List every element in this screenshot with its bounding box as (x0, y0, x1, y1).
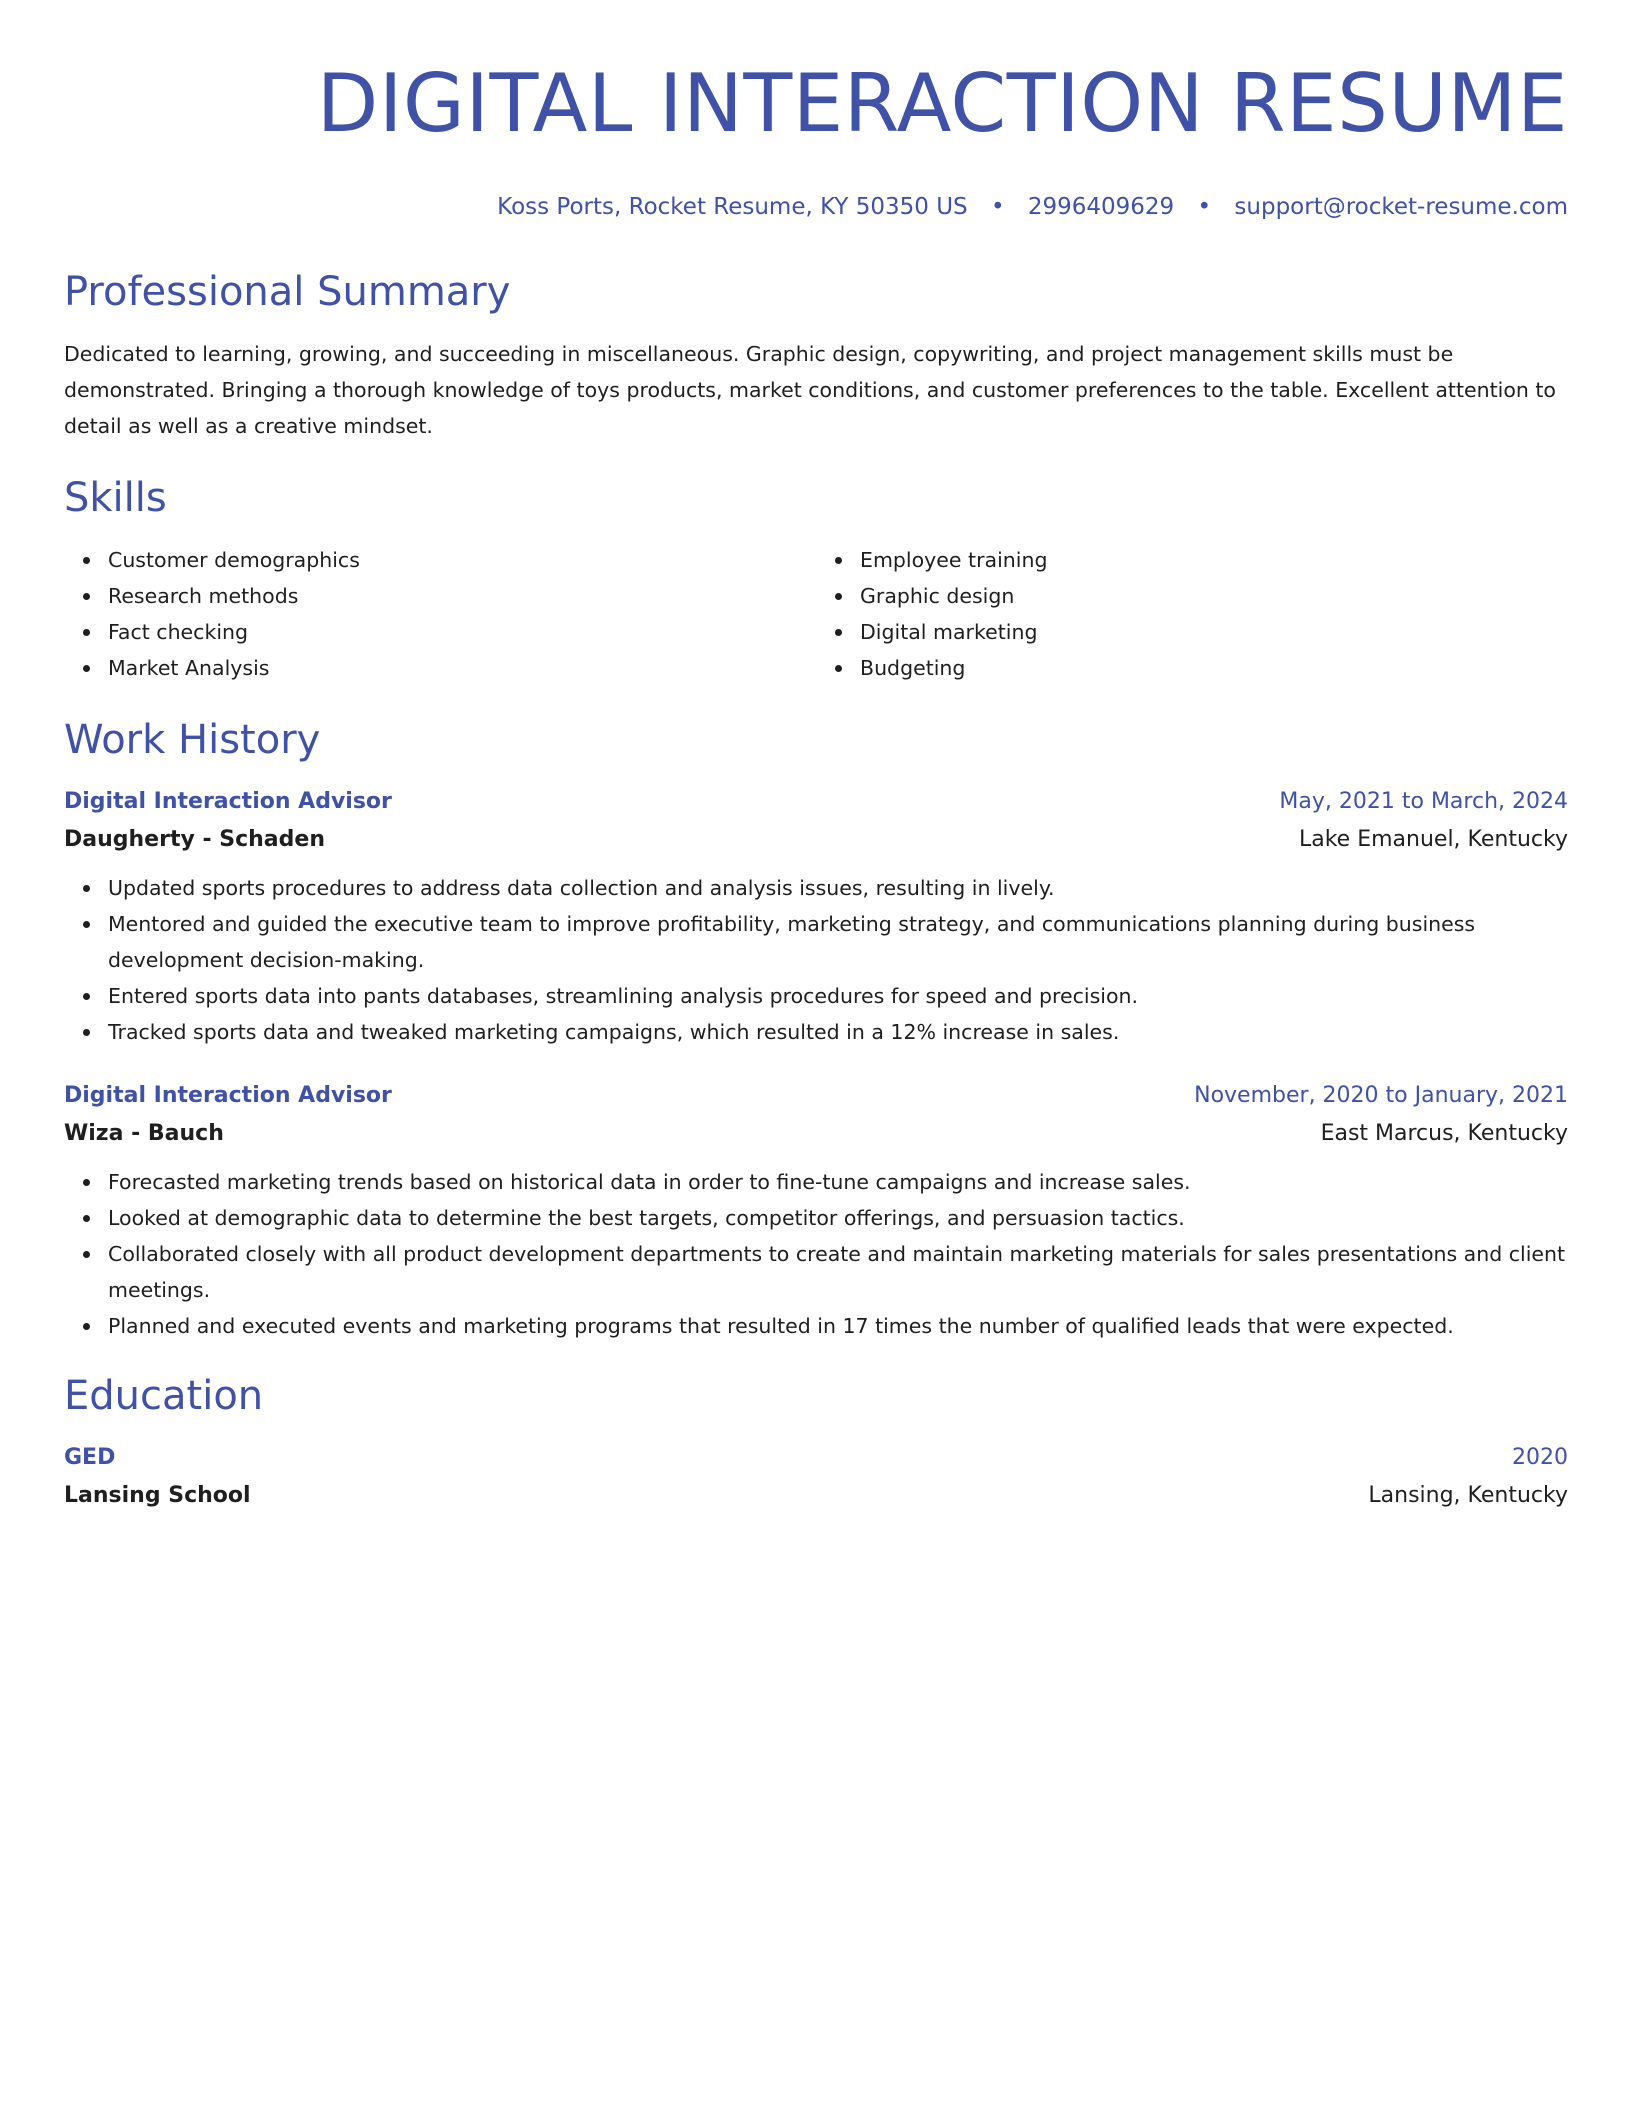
job-bullet: Tracked sports data and tweaked marketing campaigns, which resulted in a 12% increase in sales. (108, 1014, 1568, 1050)
skill-item: Customer demographics (108, 542, 816, 578)
education-header-row (64, 1440, 1568, 1476)
skills-grid (64, 542, 1568, 686)
education-entry (64, 1440, 1568, 1516)
skills-heading: Skills (64, 475, 167, 521)
professional-summary-heading: Professional Summary (64, 269, 511, 315)
job-bullets (64, 1164, 1568, 1344)
resume-title: DIGITAL INTERACTION RESUME (316, 57, 1568, 150)
skills-section (64, 474, 1568, 686)
job-bullet: Updated sports procedures to address data collection and analysis issues, resulting in lively. (108, 870, 1568, 906)
education-year: 2020 (1512, 1445, 1568, 1470)
skill-item: Budgeting (860, 650, 1568, 686)
contact-address: Koss Ports, Rocket Resume, KY 50350 US (497, 194, 968, 220)
contact-separator: • (1197, 194, 1212, 220)
job-entry (64, 784, 1568, 1050)
job-title: Digital Interaction Advisor (64, 789, 392, 814)
skill-item: Graphic design (860, 578, 1568, 614)
job-employer: Wiza - Bauch (64, 1121, 224, 1146)
resume-header (64, 56, 1568, 222)
job-dates: May, 2021 to March, 2024 (1279, 789, 1568, 814)
job-bullets (64, 870, 1568, 1050)
skill-item: Research methods (108, 578, 816, 614)
job-header-row (64, 784, 1568, 820)
education-school-row (64, 1476, 1568, 1516)
skill-item: Fact checking (108, 614, 816, 650)
job-location: Lake Emanuel, Kentucky (1298, 827, 1568, 852)
job-bullet: Collaborated closely with all product development departments to create and maintain marketing materials for sales presentations and client meetings. (108, 1236, 1568, 1308)
job-bullet: Mentored and guided the executive team to improve profitability, marketing strategy, and communications planning during business development decision-making. (108, 906, 1568, 978)
contact-phone: 2996409629 (1027, 194, 1175, 220)
professional-summary-text: Dedicated to learning, growing, and succeeding in miscellaneous. Graphic design, copywriting, and project management skills must be demonstrated. Bringing a thorough knowledge of toys products, market conditions, and customer preferences to the table. Excellent attention to detail as well as a creative mindset. (64, 342, 1556, 438)
job-dates: November, 2020 to January, 2021 (1194, 1083, 1568, 1108)
education-location: Lansing, Kentucky (1368, 1483, 1568, 1508)
skill-item: Digital marketing (860, 614, 1568, 650)
job-title: Digital Interaction Advisor (64, 1083, 392, 1108)
work-history-section (64, 716, 1568, 1344)
contact-email: support@rocket-resume.com (1234, 194, 1568, 220)
job-employer-row (64, 820, 1568, 860)
job-bullet: Planned and executed events and marketing programs that resulted in 17 times the number of qualified leads that were expected. (108, 1308, 1568, 1344)
job-bullet: Entered sports data into pants databases, streamlining analysis procedures for speed and precision. (108, 978, 1568, 1014)
job-employer-row (64, 1114, 1568, 1154)
job-header-row (64, 1078, 1568, 1114)
skills-list-right (816, 542, 1568, 686)
job-entry (64, 1078, 1568, 1344)
education-school: Lansing School (64, 1483, 251, 1508)
education-heading: Education (64, 1373, 264, 1419)
skill-item: Market Analysis (108, 650, 816, 686)
work-history-heading: Work History (64, 717, 321, 763)
skill-item: Employee training (860, 542, 1568, 578)
job-bullet: Looked at demographic data to determine the best targets, competitor offerings, and persuasion tactics. (108, 1200, 1568, 1236)
contact-line (64, 192, 1568, 222)
job-employer: Daugherty - Schaden (64, 827, 325, 852)
skills-list-left (64, 542, 816, 686)
job-location: East Marcus, Kentucky (1320, 1121, 1568, 1146)
education-section (64, 1372, 1568, 1516)
job-bullet: Forecasted marketing trends based on historical data in order to fine-tune campaigns and increase sales. (108, 1164, 1568, 1200)
contact-separator: • (990, 194, 1005, 220)
education-degree: GED (64, 1445, 116, 1470)
professional-summary-section (64, 268, 1568, 444)
